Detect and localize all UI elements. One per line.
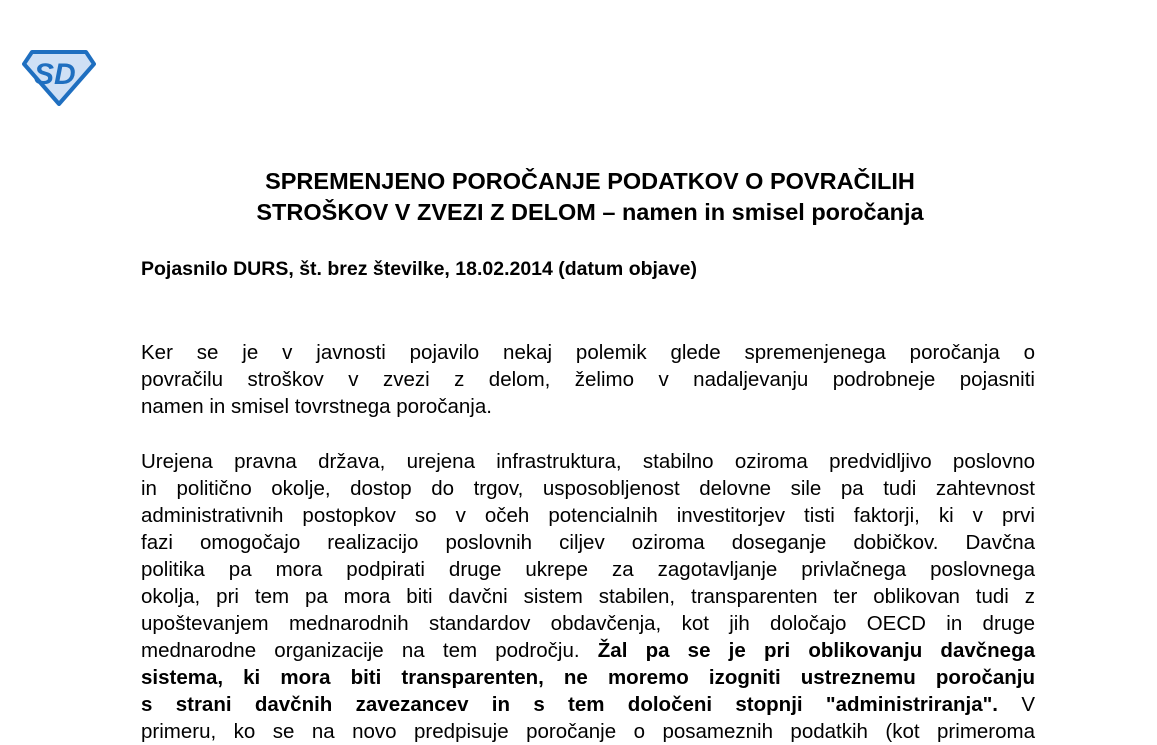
paragraph-intro bbox=[141, 339, 1035, 420]
text-line bbox=[141, 556, 1035, 583]
text-line bbox=[141, 366, 1035, 393]
bold-text: sistema, ki mora biti transparenten, ne moremo izogniti ustreznemu poročanju bbox=[141, 666, 1035, 689]
text-line bbox=[141, 393, 1035, 420]
text: administrativnih postopkov so v očeh potencialnih investitorjev tisti faktorji, ki v prvi bbox=[141, 504, 1035, 527]
svg-text:SD: SD bbox=[34, 58, 76, 91]
text-line bbox=[141, 718, 1035, 745]
text-line bbox=[141, 583, 1035, 610]
paragraph-body bbox=[141, 448, 1035, 745]
text-line bbox=[141, 448, 1035, 475]
document-subtitle: Pojasnilo DURS, št. brez številke, 18.02.2014 (datum objave) bbox=[141, 258, 697, 280]
bold-text: s strani davčnih zavezancev in s tem določeni stopnji "administriranja". bbox=[141, 693, 999, 716]
bold-text: Žal pa se je pri oblikovanju davčnega bbox=[597, 639, 1035, 662]
text: Ker se je v javnosti pojavilo nekaj polemik glede spremenjenega poročanja o bbox=[141, 341, 1035, 364]
text: Urejena pravna država, urejena infrastruktura, stabilno oziroma predvidljivo poslovno bbox=[141, 450, 1035, 473]
text: mednarodne organizacije na tem področju. bbox=[141, 639, 598, 662]
sd-logo bbox=[22, 48, 96, 106]
text: upoštevanjem mednarodnih standardov obdavčenja, kot jih določajo OECD in druge bbox=[141, 612, 1035, 635]
text-line bbox=[141, 691, 1035, 718]
text-line bbox=[141, 529, 1035, 556]
document-title-line-2: STROŠKOV V ZVEZI Z DELOM – namen in smisel poročanja bbox=[256, 199, 924, 225]
text: povračilu stroškov v zvezi z delom, želimo v nadaljevanju podrobneje pojasniti bbox=[141, 368, 1035, 391]
text-line bbox=[141, 339, 1035, 366]
text: V bbox=[998, 693, 1036, 716]
text: primeru, ko se na novo predpisuje poročanje o posameznih podatkih (kot primeroma bbox=[141, 720, 1035, 743]
text-line bbox=[141, 610, 1035, 637]
text-line bbox=[141, 475, 1035, 502]
text-line bbox=[141, 664, 1035, 691]
text-line bbox=[141, 637, 1035, 664]
document-title-line-1: SPREMENJENO POROČANJE PODATKOV O POVRAČILIH bbox=[265, 168, 915, 194]
text: okolja, pri tem pa mora biti davčni sistem stabilen, transparenten ter oblikovan tudi z bbox=[141, 585, 1035, 608]
text: namen in smisel tovrstnega poročanja. bbox=[141, 395, 492, 418]
text-line bbox=[141, 502, 1035, 529]
text: fazi omogočajo realizacijo poslovnih ciljev oziroma doseganje dobičkov. Davčna bbox=[141, 531, 1035, 554]
text: politika pa mora podpirati druge ukrepe za zagotavljanje privlačnega poslovnega bbox=[141, 558, 1035, 581]
text: in politično okolje, dostop do trgov, usposobljenost delovne sile pa tudi zahtevnost bbox=[141, 477, 1035, 500]
